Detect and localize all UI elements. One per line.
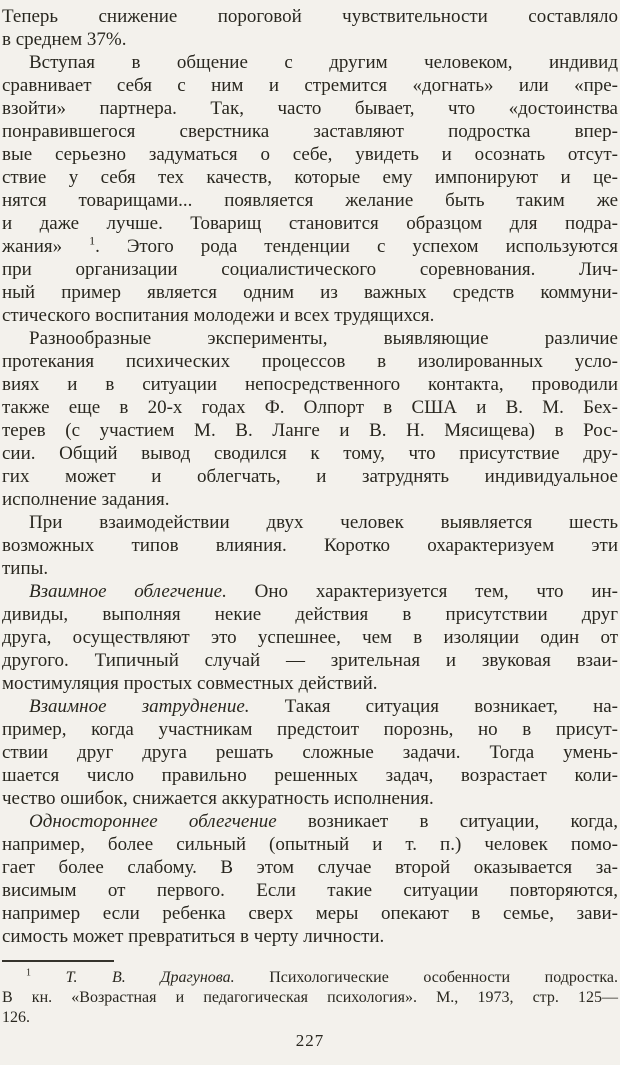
text-line — [2, 373, 618, 396]
text-line — [2, 603, 618, 626]
footnote-marker: 1 — [89, 233, 96, 248]
text-line — [2, 488, 618, 511]
text-segment: . Этого рода тенденции с успехом используются — [95, 236, 618, 257]
text-line — [2, 74, 618, 97]
text-line — [2, 695, 618, 718]
text-segment: Оно характеризуется тем, что ин- — [226, 581, 618, 602]
text-line — [2, 557, 618, 580]
text-segment: в среднем 37%. — [2, 29, 127, 50]
text-line — [2, 511, 618, 534]
footnote-rule — [2, 960, 114, 962]
text-segment: мостимуляция простых совместных действий. — [2, 673, 378, 694]
text-segment: протекания психических процессов в изолированных усло- — [2, 351, 618, 372]
text-line — [2, 626, 618, 649]
footnote-text — [2, 968, 618, 1028]
paragraph — [2, 580, 618, 695]
text-line — [2, 534, 618, 557]
text-segment: висимым от первого. Если такие ситуации повторяются, — [2, 880, 618, 901]
paragraph — [2, 695, 618, 810]
text-line — [2, 235, 618, 258]
text-line — [2, 879, 618, 902]
text-line — [2, 672, 618, 695]
text-segment: ствие у себя тех качеств, которые ему импонируют и це- — [2, 167, 618, 188]
text-line — [2, 396, 618, 419]
text-segment: 126. — [2, 1009, 30, 1026]
text-line — [2, 810, 618, 833]
footnote-line — [2, 968, 618, 988]
text-segment: гает более слабому. В этом случае второй оказывается за- — [2, 857, 618, 878]
text-segment: нятся товарищами... появляется желание быть таким же — [2, 190, 618, 211]
text-line — [2, 718, 618, 741]
text-line — [2, 304, 618, 327]
text-segment: возможных типов влияния. Коротко охарактеризуем эти — [2, 535, 618, 556]
text-segment: стического воспитания молодежи и всех трудящихся. — [2, 305, 435, 326]
text-segment — [31, 969, 66, 986]
text-line — [2, 833, 618, 856]
text-segment: дивиды, выполняя некие действия в присутствии друг — [2, 604, 618, 625]
page-number: 227 — [295, 1031, 325, 1050]
footnote-marker: 1 — [26, 967, 31, 979]
text-line — [2, 741, 618, 764]
text-line — [2, 350, 618, 373]
text-segment: шается число правильно решенных задач, возрастает коли- — [2, 765, 618, 786]
paragraph — [2, 810, 618, 948]
text-segment: другого. Типичный случай — зрительная и звуковая взаи- — [2, 650, 618, 671]
text-line — [2, 143, 618, 166]
text-line — [2, 166, 618, 189]
text-line — [2, 97, 618, 120]
text-line — [2, 925, 618, 948]
text-line — [2, 649, 618, 672]
text-segment: Психологические особенности подростка. — [234, 969, 619, 986]
text-segment: В кн. «Возрастная и педагогическая психология». М., 1973, стр. 125— — [2, 989, 618, 1006]
text-line — [2, 281, 618, 304]
footnote-line — [2, 1008, 618, 1028]
text-segment: Взаимное затруднение. — [29, 696, 250, 717]
text-segment: взойти» партнера. Так, часто бывает, что «достоинства — [2, 98, 618, 119]
text-segment: например если ребенка сверх меры опекают в семье, зави- — [2, 903, 618, 924]
text-segment: чество ошибок, снижается аккуратность исполнения. — [2, 788, 434, 809]
text-segment: терев (с участием М. В. Ланге и В. Н. Мясищева) в Рос- — [2, 420, 618, 441]
text-segment: сии. Общий вывод сводился к тому, что присутствие дру- — [2, 443, 618, 464]
text-line — [2, 787, 618, 810]
text-line — [2, 120, 618, 143]
text-segment: например, более сильный (опытный и т. п.) человек помо- — [2, 834, 618, 855]
text-segment: гих может и облегчать, и затруднять индивидуальное — [2, 466, 618, 487]
footnote-line — [2, 988, 618, 1008]
text-segment: и даже лучше. Товарищ становится образцом для подра- — [2, 213, 618, 234]
text-segment: Одностороннее облегчение — [29, 811, 277, 832]
text-line — [2, 51, 618, 74]
text-segment: сравнивает себя с ним и стремится «догнать» или «пре- — [2, 75, 618, 96]
text-segment: виях и в ситуации непосредственного контакта, проводили — [2, 374, 618, 395]
text-segment: возникает в ситуации, когда, — [276, 811, 618, 832]
text-line — [2, 258, 618, 281]
text-line — [2, 442, 618, 465]
text-segment: также еще в 20-х годах Ф. Олпорт в США и В. М. Бех- — [2, 397, 618, 418]
text-segment: Т. В. Драгунова. — [65, 969, 235, 986]
text-segment: исполнение задания. — [2, 489, 170, 510]
paragraph — [2, 51, 618, 327]
text-line — [2, 5, 618, 28]
text-segment: друга, осуществляют это успешнее, чем в изоляции один от — [2, 627, 618, 648]
text-line — [2, 902, 618, 925]
text-line — [2, 856, 618, 879]
text-segment: Такая ситуация возникает, на- — [249, 696, 618, 717]
text-line — [2, 465, 618, 488]
text-line — [2, 327, 618, 350]
paragraph — [2, 511, 618, 580]
text-line — [2, 28, 618, 51]
text-segment: ствии друг друга решать сложные задачи. Тогда умень- — [2, 742, 618, 763]
text-line — [2, 580, 618, 603]
text-line — [2, 212, 618, 235]
text-segment: Теперь снижение пороговой чувствительности составляло — [2, 6, 618, 27]
text-segment: типы. — [2, 558, 49, 579]
paragraph — [2, 5, 618, 51]
text-segment: При взаимодействии двух человек выявляется шесть — [29, 512, 618, 533]
text-line — [2, 419, 618, 442]
text-segment: пример, когда участникам предстоит порознь, но в присут- — [2, 719, 618, 740]
text-segment: жания» — [2, 236, 90, 257]
text-segment: симость может превратиться в черту личности. — [2, 926, 385, 947]
text-segment: при организации социалистического соревнования. Лич- — [2, 259, 618, 280]
text-segment: ный пример является одним из важных средств коммуни- — [2, 282, 618, 303]
paragraph — [2, 327, 618, 511]
text-segment: Разнообразные эксперименты, выявляющие различие — [29, 328, 618, 349]
body-text — [2, 5, 618, 948]
text-segment: понравившегося сверстника заставляют подростка впер- — [2, 121, 618, 142]
text-segment: вые серьезно задуматься о себе, увидеть и осознать отсут- — [2, 144, 618, 165]
text-line — [2, 189, 618, 212]
text-segment: Вступая в общение с другим человеком, индивид — [29, 52, 618, 73]
text-segment: Взаимное облегчение. — [29, 581, 227, 602]
text-line — [2, 764, 618, 787]
